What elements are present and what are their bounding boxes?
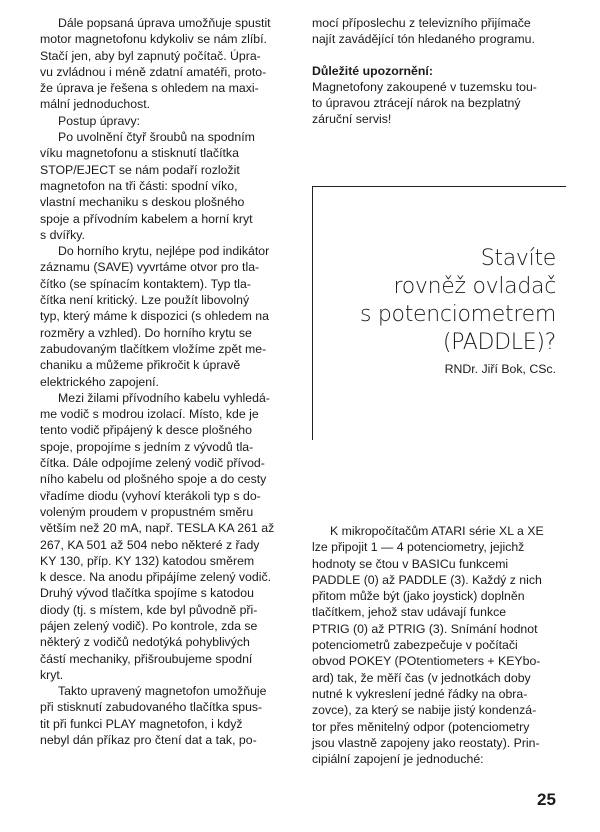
- atari-paragraph: K mikropočítačům ATARI série XL a XE lze připojit 1 — 4 potenciometry, jejichž hodnoty se čtou v BASICu funkcemi PADDLE (0) až PADDLE (3). Každý z nich přitom může být (jako joystick) doplněn tlačítkem, jehož stav udávají funkce PTRIG (0) až PTRIG (3). Snímání hodnot potenciometrů zabezpečuje v počítači obvod POKEY (POtentiometers + KEYbo- ard) tak, že měří čas (v jednotkách doby nutné k vykreslení jedné řádky na obra- zovce), za který se nabije jistý kondenzá- tor přes měnitelný odpor (potenciometry jsou vlastně zapojeny jako reostaty). Prin- cipiální zapojení je jednoduché:: [312, 524, 544, 767]
- left-column: [40, 15, 292, 748]
- wiring-paragraph: Mezi žilami přívodního kabelu vyhledá- me vodič s modrou izolací. Místo, kde je tento vodič připájený k desce plošného spoje, propojíme s jedním z vývodů tla- čítka. Dále odpojíme zelený vodič přívod- ního kabelu od plošného spoje a do cesty vřadíme diodu (vyhoví kterákoli typ s do- voleným proudem v propustném směru větším než 20 mA, např. TESLA KA 261 až 267, KA 501 až 504 nebo některé z řady KY 130, příp. KY 132) katodou směrem k desce. Na anodu připájíme zelený vodič. Druhý vývod tlačítka spojíme s katodou diody (tj. s místem, kde byl původně při- pájen zelený vodič). Po kontrole, zda se některý z vodičů nedotýká pohyblivých částí mechaniky, přišroubujeme spodní kryt.: [40, 390, 275, 682]
- notice-paragraph: Magnetofony zakoupené v tuzemsku tou- to úpravou ztrácejí nárok na bezplatný záruční servis!: [312, 79, 537, 127]
- right-column-bottom: [312, 523, 564, 767]
- page-number: 25: [537, 790, 556, 809]
- article-author: RNDr. Jiří Bok, CSc.: [444, 362, 556, 376]
- procedure-heading: Postup úpravy:: [58, 113, 141, 128]
- article-title: Stavíte rovněž ovladač s potenciometrem (PADDLE)?: [360, 246, 556, 355]
- article-title-box: [312, 186, 566, 440]
- continuation-paragraph: mocí příposlechu z televizního přijímače najít zavádějící tón hledaného programu.: [312, 16, 535, 47]
- result-paragraph: Takto upravený magnetofon umožňuje při stisknutí zabudovaného tlačítka spus- tit při funkci PLAY magnetofon, i když nebyl dán příkaz pro čtení dat a tak, po-: [40, 684, 267, 748]
- intro-paragraph: Dále popsaná úprava umožňuje spustit motor magnetofonu kdykoliv se nám zlíbí. Stačí jen, aby byl zapnutý počítač. Úpra- vu zvládnou i méně zdatní amatéři, proto- že úprava je řešena s ohledem na maxi- mální jednoduchost.: [40, 16, 271, 112]
- notice-heading: Důležité upozornění:: [312, 63, 433, 78]
- disassembly-paragraph: Po uvolnění čtyř šroubů na spodním víku magnetofonu a stisknutí tlačítka STOP/EJECT se nám podaří rozložit magnetofon na tři části: spodní víko, vlastní mechaniku s deskou plošného spoje a přívodním kabelem a horní kryt s dvířky.: [40, 130, 255, 242]
- right-column-top: [312, 15, 564, 128]
- button-install-paragraph: Do horního krytu, nejlépe pod indikátor záznamu (SAVE) vyvrtáme otvor pro tla- čítko (se spínacím kontaktem). Typ tla- čítka není kritický. Lze použít libovolný typ, který máme k dispozici (s ohledem na rozměry a vzhled). Do horního krytu se zabudovaným tlačítkem vložíme zpět me- chaniku a můžeme přikročit k úpravě elektrického zapojení.: [40, 244, 270, 389]
